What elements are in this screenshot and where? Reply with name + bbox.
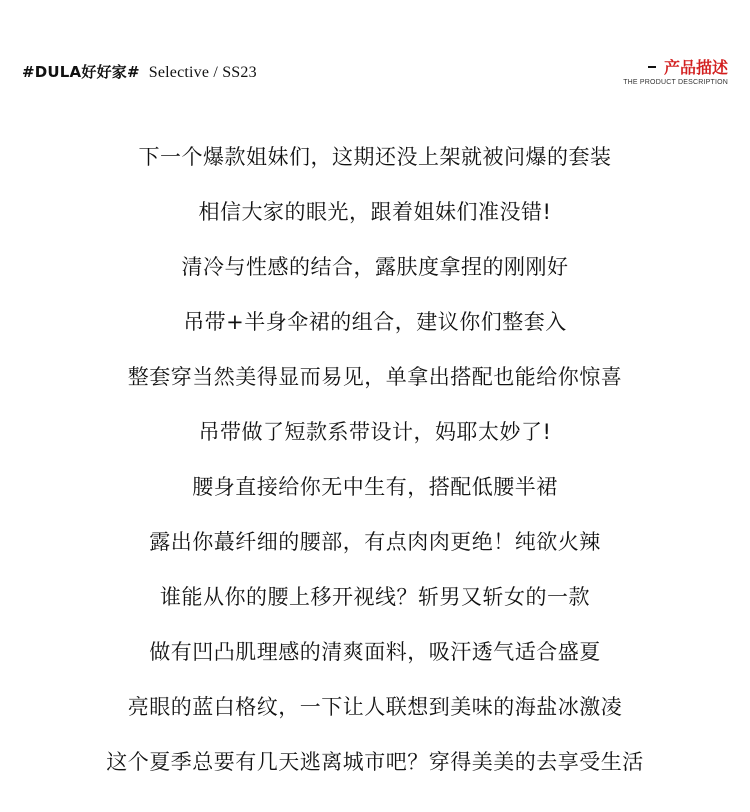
- dash-icon: [648, 66, 656, 68]
- description-line: 这个夏季总要有几天逃离城市吧？穿得美美的去享受生活: [106, 750, 644, 774]
- description-line: 吊带+半身伞裙的组合，建议你们整套入: [183, 310, 567, 334]
- brand-line: [22, 62, 257, 83]
- description-line: 清冷与性感的结合，露肤度拿捏的刚刚好: [181, 255, 569, 279]
- description-line: 露出你蕞纤细的腰部，有点肉肉更绝！纯欲火辣: [149, 530, 601, 554]
- description-line: 整套穿当然美得显而易见，单拿出搭配也能给你惊喜: [127, 365, 623, 389]
- description-line: 腰身直接给你无中生有，搭配低腰半裙: [192, 475, 558, 499]
- description-line: 下一个爆款姐妹们，这期还没上架就被问爆的套装: [138, 145, 612, 169]
- brand-tag: #DULA好好家#: [22, 63, 140, 81]
- description-line: 亮眼的蓝白格纹，一下让人联想到美味的海盐冰激凌: [127, 695, 623, 719]
- section-title-cn-row: [623, 58, 728, 78]
- section-title-cn: 产品描述: [663, 58, 728, 77]
- description-line: 做有凹凸肌理感的清爽面料，吸汗透气适合盛夏: [149, 640, 601, 664]
- description-line: 吊带做了短款系带设计，妈耶太妙了!: [198, 420, 552, 444]
- collection-label: Selective / SS23: [148, 64, 257, 81]
- description-line: 谁能从你的腰上移开视线？斩男又斩女的一款: [160, 585, 590, 609]
- product-description: [0, 132, 750, 792]
- page-header: [0, 0, 750, 100]
- section-title: [623, 58, 728, 88]
- description-line: 相信大家的眼光，跟着姐妹们准没错!: [198, 200, 552, 224]
- section-title-en: THE PRODUCT DESCRIPTION: [623, 79, 728, 86]
